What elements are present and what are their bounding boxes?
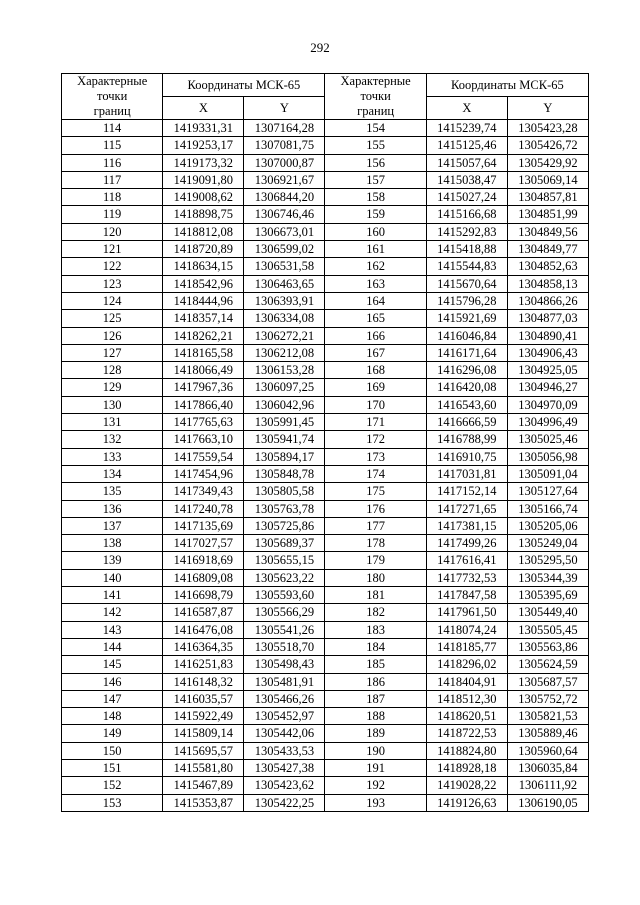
x-coordinate-left: 1418898,75	[163, 206, 244, 223]
point-id-right: 192	[325, 777, 426, 794]
x-coordinate-left: 1416148,32	[163, 673, 244, 690]
y-coordinate-left: 1305518,70	[244, 638, 325, 655]
y-coordinate-right: 1305395,69	[507, 587, 588, 604]
table-row	[62, 708, 589, 725]
y-coordinate-left: 1305423,62	[244, 777, 325, 794]
x-coordinate-right: 1418824,80	[426, 742, 507, 759]
table-row	[62, 379, 589, 396]
point-id-right: 157	[325, 171, 426, 188]
x-coordinate-right: 1416910,75	[426, 448, 507, 465]
x-coordinate-right: 1417847,58	[426, 587, 507, 604]
y-coordinate-left: 1306921,67	[244, 171, 325, 188]
table-row	[62, 362, 589, 379]
x-coordinate-left: 1419091,80	[163, 171, 244, 188]
table-row	[62, 690, 589, 707]
x-coordinate-left: 1418262,21	[163, 327, 244, 344]
x-coordinate-left: 1415467,89	[163, 777, 244, 794]
coords-group-header-left: Координаты МСК-65	[163, 74, 325, 97]
point-id-left: 116	[62, 154, 163, 171]
points-header-line3: границ	[357, 104, 395, 118]
x-coordinate-left: 1417765,63	[163, 414, 244, 431]
y-coordinate-right: 1306190,05	[507, 794, 588, 811]
x-coordinate-right: 1418074,24	[426, 621, 507, 638]
point-id-left: 139	[62, 552, 163, 569]
x-coordinate-right: 1418620,51	[426, 708, 507, 725]
x-coordinate-left: 1416251,83	[163, 656, 244, 673]
y-coordinate-right: 1305624,59	[507, 656, 588, 673]
y-coordinate-right: 1305563,86	[507, 638, 588, 655]
x-coordinate-right: 1417961,50	[426, 604, 507, 621]
y-coordinate-right: 1305025,46	[507, 431, 588, 448]
x-coordinate-left: 1417240,78	[163, 500, 244, 517]
x-coordinate-right: 1415796,28	[426, 292, 507, 309]
point-id-left: 149	[62, 725, 163, 742]
x-coordinate-left: 1417866,40	[163, 396, 244, 413]
y-coordinate-right: 1304877,03	[507, 310, 588, 327]
table-row	[62, 292, 589, 309]
table-row	[62, 137, 589, 154]
x-coordinate-right: 1417732,53	[426, 569, 507, 586]
table-row	[62, 725, 589, 742]
y-coordinate-left: 1305442,06	[244, 725, 325, 742]
point-id-left: 117	[62, 171, 163, 188]
point-id-right: 178	[325, 535, 426, 552]
point-id-left: 119	[62, 206, 163, 223]
y-coordinate-right: 1305249,04	[507, 535, 588, 552]
y-coordinate-left: 1306097,25	[244, 379, 325, 396]
point-id-right: 183	[325, 621, 426, 638]
point-id-left: 151	[62, 759, 163, 776]
x-coordinate-right: 1415670,64	[426, 275, 507, 292]
point-id-right: 171	[325, 414, 426, 431]
y-coordinate-left: 1306599,02	[244, 241, 325, 258]
y-coordinate-left: 1305593,60	[244, 587, 325, 604]
y-coordinate-right: 1305960,64	[507, 742, 588, 759]
points-column-header-left	[62, 74, 163, 120]
points-column-header-right	[325, 74, 426, 120]
point-id-left: 147	[62, 690, 163, 707]
y-column-header-right: Y	[507, 97, 588, 120]
table-row	[62, 569, 589, 586]
x-coordinate-left: 1416809,08	[163, 569, 244, 586]
table-row	[62, 777, 589, 794]
points-header-line2: точки	[97, 89, 128, 103]
point-id-right: 182	[325, 604, 426, 621]
x-coordinate-left: 1415695,57	[163, 742, 244, 759]
y-coordinate-right: 1304866,26	[507, 292, 588, 309]
y-coordinate-right: 1304858,13	[507, 275, 588, 292]
table-row	[62, 794, 589, 811]
x-coordinate-right: 1417381,15	[426, 517, 507, 534]
point-id-left: 131	[62, 414, 163, 431]
point-id-right: 158	[325, 189, 426, 206]
point-id-right: 166	[325, 327, 426, 344]
y-coordinate-right: 1305205,06	[507, 517, 588, 534]
point-id-left: 121	[62, 241, 163, 258]
y-coordinate-left: 1307164,28	[244, 120, 325, 137]
header-row-top	[62, 74, 589, 97]
x-coordinate-left: 1419173,32	[163, 154, 244, 171]
table-row	[62, 327, 589, 344]
x-coordinate-right: 1415239,74	[426, 120, 507, 137]
y-coordinate-right: 1305091,04	[507, 465, 588, 482]
table-row	[62, 621, 589, 638]
x-coordinate-right: 1415921,69	[426, 310, 507, 327]
x-coordinate-right: 1416543,60	[426, 396, 507, 413]
point-id-left: 143	[62, 621, 163, 638]
y-coordinate-left: 1306334,08	[244, 310, 325, 327]
y-coordinate-right: 1305127,64	[507, 483, 588, 500]
x-coordinate-left: 1419008,62	[163, 189, 244, 206]
y-coordinate-left: 1306531,58	[244, 258, 325, 275]
table-row	[62, 604, 589, 621]
point-id-left: 148	[62, 708, 163, 725]
point-id-right: 154	[325, 120, 426, 137]
x-coordinate-left: 1417967,36	[163, 379, 244, 396]
point-id-left: 138	[62, 535, 163, 552]
y-coordinate-right: 1304890,41	[507, 327, 588, 344]
y-coordinate-right: 1304849,77	[507, 241, 588, 258]
coords-group-header-right: Координаты МСК-65	[426, 74, 588, 97]
table-row	[62, 154, 589, 171]
x-column-header-right: X	[426, 97, 507, 120]
y-coordinate-right: 1305821,53	[507, 708, 588, 725]
point-id-right: 156	[325, 154, 426, 171]
table-row	[62, 258, 589, 275]
x-coordinate-left: 1416364,35	[163, 638, 244, 655]
x-coordinate-right: 1416666,59	[426, 414, 507, 431]
point-id-left: 145	[62, 656, 163, 673]
table-body	[62, 120, 589, 812]
point-id-left: 123	[62, 275, 163, 292]
x-coordinate-right: 1417031,81	[426, 465, 507, 482]
x-coordinate-right: 1417616,41	[426, 552, 507, 569]
table-row	[62, 552, 589, 569]
point-id-right: 180	[325, 569, 426, 586]
y-coordinate-right: 1304996,49	[507, 414, 588, 431]
table-row	[62, 759, 589, 776]
y-coordinate-left: 1305466,26	[244, 690, 325, 707]
table-row	[62, 241, 589, 258]
point-id-left: 142	[62, 604, 163, 621]
y-coordinate-right: 1305426,72	[507, 137, 588, 154]
y-coordinate-right: 1305889,46	[507, 725, 588, 742]
x-coordinate-right: 1416788,99	[426, 431, 507, 448]
x-coordinate-right: 1415166,68	[426, 206, 507, 223]
table-row	[62, 431, 589, 448]
table-row	[62, 500, 589, 517]
y-coordinate-left: 1307000,87	[244, 154, 325, 171]
x-coordinate-left: 1417027,57	[163, 535, 244, 552]
point-id-right: 188	[325, 708, 426, 725]
table-row	[62, 742, 589, 759]
y-coordinate-right: 1305429,92	[507, 154, 588, 171]
table-row	[62, 189, 589, 206]
x-coordinate-left: 1418812,08	[163, 223, 244, 240]
x-coordinate-left: 1416035,57	[163, 690, 244, 707]
point-id-right: 185	[325, 656, 426, 673]
point-id-right: 184	[325, 638, 426, 655]
points-header-line1: Характерные	[77, 74, 148, 88]
point-id-left: 125	[62, 310, 163, 327]
x-coordinate-right: 1418512,30	[426, 690, 507, 707]
y-coordinate-right: 1304849,56	[507, 223, 588, 240]
y-coordinate-right: 1304906,43	[507, 344, 588, 361]
x-coordinate-left: 1417135,69	[163, 517, 244, 534]
table-row	[62, 517, 589, 534]
y-coordinate-left: 1306463,65	[244, 275, 325, 292]
point-id-left: 144	[62, 638, 163, 655]
point-id-left: 135	[62, 483, 163, 500]
x-coordinate-right: 1418928,18	[426, 759, 507, 776]
x-coordinate-right: 1416046,84	[426, 327, 507, 344]
point-id-left: 120	[62, 223, 163, 240]
point-id-right: 164	[325, 292, 426, 309]
table-row	[62, 483, 589, 500]
x-coordinate-left: 1418634,15	[163, 258, 244, 275]
table-row	[62, 275, 589, 292]
x-coordinate-left: 1418542,96	[163, 275, 244, 292]
point-id-left: 118	[62, 189, 163, 206]
x-coordinate-right: 1415057,64	[426, 154, 507, 171]
y-coordinate-left: 1305941,74	[244, 431, 325, 448]
x-coordinate-left: 1418066,49	[163, 362, 244, 379]
x-coordinate-left: 1418444,96	[163, 292, 244, 309]
y-coordinate-left: 1305805,58	[244, 483, 325, 500]
x-coordinate-right: 1418722,53	[426, 725, 507, 742]
table-row	[62, 656, 589, 673]
y-coordinate-left: 1306272,21	[244, 327, 325, 344]
x-coordinate-left: 1415922,49	[163, 708, 244, 725]
y-coordinate-right: 1305166,74	[507, 500, 588, 517]
point-id-right: 175	[325, 483, 426, 500]
x-coordinate-right: 1415027,24	[426, 189, 507, 206]
y-coordinate-right: 1304946,27	[507, 379, 588, 396]
coordinates-table	[61, 73, 589, 812]
y-coordinate-left: 1306673,01	[244, 223, 325, 240]
x-coordinate-left: 1417663,10	[163, 431, 244, 448]
table-row	[62, 120, 589, 137]
y-coordinate-right: 1304851,99	[507, 206, 588, 223]
x-coordinate-right: 1418296,02	[426, 656, 507, 673]
point-id-right: 190	[325, 742, 426, 759]
point-id-left: 126	[62, 327, 163, 344]
x-coordinate-left: 1415809,14	[163, 725, 244, 742]
x-coordinate-right: 1416296,08	[426, 362, 507, 379]
x-coordinate-left: 1416476,08	[163, 621, 244, 638]
point-id-right: 155	[325, 137, 426, 154]
table-row	[62, 396, 589, 413]
x-coordinate-left: 1417559,54	[163, 448, 244, 465]
point-id-left: 140	[62, 569, 163, 586]
y-coordinate-right: 1306111,92	[507, 777, 588, 794]
y-coordinate-left: 1305848,78	[244, 465, 325, 482]
table-row	[62, 638, 589, 655]
y-coordinate-left: 1305655,15	[244, 552, 325, 569]
point-id-left: 115	[62, 137, 163, 154]
point-id-right: 163	[325, 275, 426, 292]
point-id-right: 174	[325, 465, 426, 482]
y-coordinate-right: 1305687,57	[507, 673, 588, 690]
x-coordinate-right: 1415038,47	[426, 171, 507, 188]
point-id-right: 176	[325, 500, 426, 517]
x-coordinate-right: 1415292,83	[426, 223, 507, 240]
x-coordinate-left: 1419253,17	[163, 137, 244, 154]
points-header-line1: Характерные	[340, 74, 411, 88]
point-id-right: 169	[325, 379, 426, 396]
point-id-left: 152	[62, 777, 163, 794]
y-coordinate-left: 1305481,91	[244, 673, 325, 690]
y-coordinate-right: 1305056,98	[507, 448, 588, 465]
point-id-left: 122	[62, 258, 163, 275]
y-coordinate-left: 1305541,26	[244, 621, 325, 638]
point-id-right: 186	[325, 673, 426, 690]
point-id-left: 127	[62, 344, 163, 361]
y-coordinate-right: 1305752,72	[507, 690, 588, 707]
point-id-left: 128	[62, 362, 163, 379]
table-row	[62, 206, 589, 223]
x-coordinate-right: 1419126,63	[426, 794, 507, 811]
x-coordinate-left: 1418165,58	[163, 344, 244, 361]
x-column-header-left: X	[163, 97, 244, 120]
y-coordinate-left: 1307081,75	[244, 137, 325, 154]
x-coordinate-right: 1416171,64	[426, 344, 507, 361]
y-coordinate-right: 1306035,84	[507, 759, 588, 776]
x-coordinate-right: 1415125,46	[426, 137, 507, 154]
point-id-right: 172	[325, 431, 426, 448]
x-coordinate-right: 1417152,14	[426, 483, 507, 500]
x-coordinate-left: 1416587,87	[163, 604, 244, 621]
table-row	[62, 465, 589, 482]
point-id-right: 165	[325, 310, 426, 327]
x-coordinate-right: 1416420,08	[426, 379, 507, 396]
y-coordinate-right: 1305069,14	[507, 171, 588, 188]
y-coordinate-left: 1306844,20	[244, 189, 325, 206]
point-id-left: 136	[62, 500, 163, 517]
x-coordinate-right: 1415418,88	[426, 241, 507, 258]
point-id-right: 173	[325, 448, 426, 465]
point-id-left: 129	[62, 379, 163, 396]
point-id-right: 193	[325, 794, 426, 811]
y-coordinate-right: 1304970,09	[507, 396, 588, 413]
point-id-right: 187	[325, 690, 426, 707]
y-coordinate-left: 1306393,91	[244, 292, 325, 309]
y-coordinate-right: 1305505,45	[507, 621, 588, 638]
table-row	[62, 673, 589, 690]
y-coordinate-left: 1305498,43	[244, 656, 325, 673]
x-coordinate-left: 1418720,89	[163, 241, 244, 258]
point-id-left: 133	[62, 448, 163, 465]
y-coordinate-left: 1306746,46	[244, 206, 325, 223]
point-id-left: 150	[62, 742, 163, 759]
x-coordinate-left: 1415353,87	[163, 794, 244, 811]
x-coordinate-left: 1417454,96	[163, 465, 244, 482]
y-coordinate-right: 1305295,50	[507, 552, 588, 569]
y-coordinate-left: 1305427,38	[244, 759, 325, 776]
y-coordinate-left: 1306212,08	[244, 344, 325, 361]
y-coordinate-left: 1306153,28	[244, 362, 325, 379]
y-coordinate-left: 1305433,53	[244, 742, 325, 759]
x-coordinate-left: 1415581,80	[163, 759, 244, 776]
point-id-right: 161	[325, 241, 426, 258]
x-coordinate-left: 1418357,14	[163, 310, 244, 327]
y-coordinate-right: 1305423,28	[507, 120, 588, 137]
table-row	[62, 414, 589, 431]
y-coordinate-right: 1305344,39	[507, 569, 588, 586]
y-coordinate-left: 1305763,78	[244, 500, 325, 517]
table-row	[62, 223, 589, 240]
y-coordinate-left: 1305422,25	[244, 794, 325, 811]
x-coordinate-right: 1418185,77	[426, 638, 507, 655]
table-row	[62, 171, 589, 188]
point-id-right: 159	[325, 206, 426, 223]
table-row	[62, 587, 589, 604]
point-id-left: 137	[62, 517, 163, 534]
y-coordinate-left: 1305689,37	[244, 535, 325, 552]
point-id-right: 179	[325, 552, 426, 569]
x-coordinate-left: 1417349,43	[163, 483, 244, 500]
point-id-left: 132	[62, 431, 163, 448]
y-coordinate-left: 1305623,22	[244, 569, 325, 586]
point-id-right: 177	[325, 517, 426, 534]
x-coordinate-right: 1415544,83	[426, 258, 507, 275]
page-number: 292	[310, 40, 330, 55]
y-coordinate-right: 1305449,40	[507, 604, 588, 621]
point-id-left: 114	[62, 120, 163, 137]
point-id-right: 191	[325, 759, 426, 776]
y-coordinate-left: 1306042,96	[244, 396, 325, 413]
point-id-right: 168	[325, 362, 426, 379]
y-coordinate-right: 1304852,63	[507, 258, 588, 275]
y-coordinate-left: 1305725,86	[244, 517, 325, 534]
point-id-right: 170	[325, 396, 426, 413]
x-coordinate-left: 1419331,31	[163, 120, 244, 137]
point-id-right: 162	[325, 258, 426, 275]
y-coordinate-right: 1304925,05	[507, 362, 588, 379]
y-coordinate-left: 1305452,97	[244, 708, 325, 725]
table-row	[62, 448, 589, 465]
x-coordinate-left: 1416918,69	[163, 552, 244, 569]
table-row	[62, 344, 589, 361]
point-id-right: 160	[325, 223, 426, 240]
point-id-left: 146	[62, 673, 163, 690]
x-coordinate-right: 1418404,91	[426, 673, 507, 690]
point-id-left: 130	[62, 396, 163, 413]
y-coordinate-left: 1305566,29	[244, 604, 325, 621]
x-coordinate-right: 1417271,65	[426, 500, 507, 517]
x-coordinate-right: 1419028,22	[426, 777, 507, 794]
y-coordinate-right: 1304857,81	[507, 189, 588, 206]
y-coordinate-left: 1305991,45	[244, 414, 325, 431]
point-id-left: 153	[62, 794, 163, 811]
y-coordinate-left: 1305894,17	[244, 448, 325, 465]
table-row	[62, 535, 589, 552]
point-id-right: 181	[325, 587, 426, 604]
points-header-line2: точки	[360, 89, 391, 103]
points-header-line3: границ	[93, 104, 131, 118]
point-id-left: 124	[62, 292, 163, 309]
point-id-left: 134	[62, 465, 163, 482]
point-id-right: 189	[325, 725, 426, 742]
y-column-header-left: Y	[244, 97, 325, 120]
point-id-right: 167	[325, 344, 426, 361]
x-coordinate-left: 1416698,79	[163, 587, 244, 604]
table-row	[62, 310, 589, 327]
point-id-left: 141	[62, 587, 163, 604]
x-coordinate-right: 1417499,26	[426, 535, 507, 552]
